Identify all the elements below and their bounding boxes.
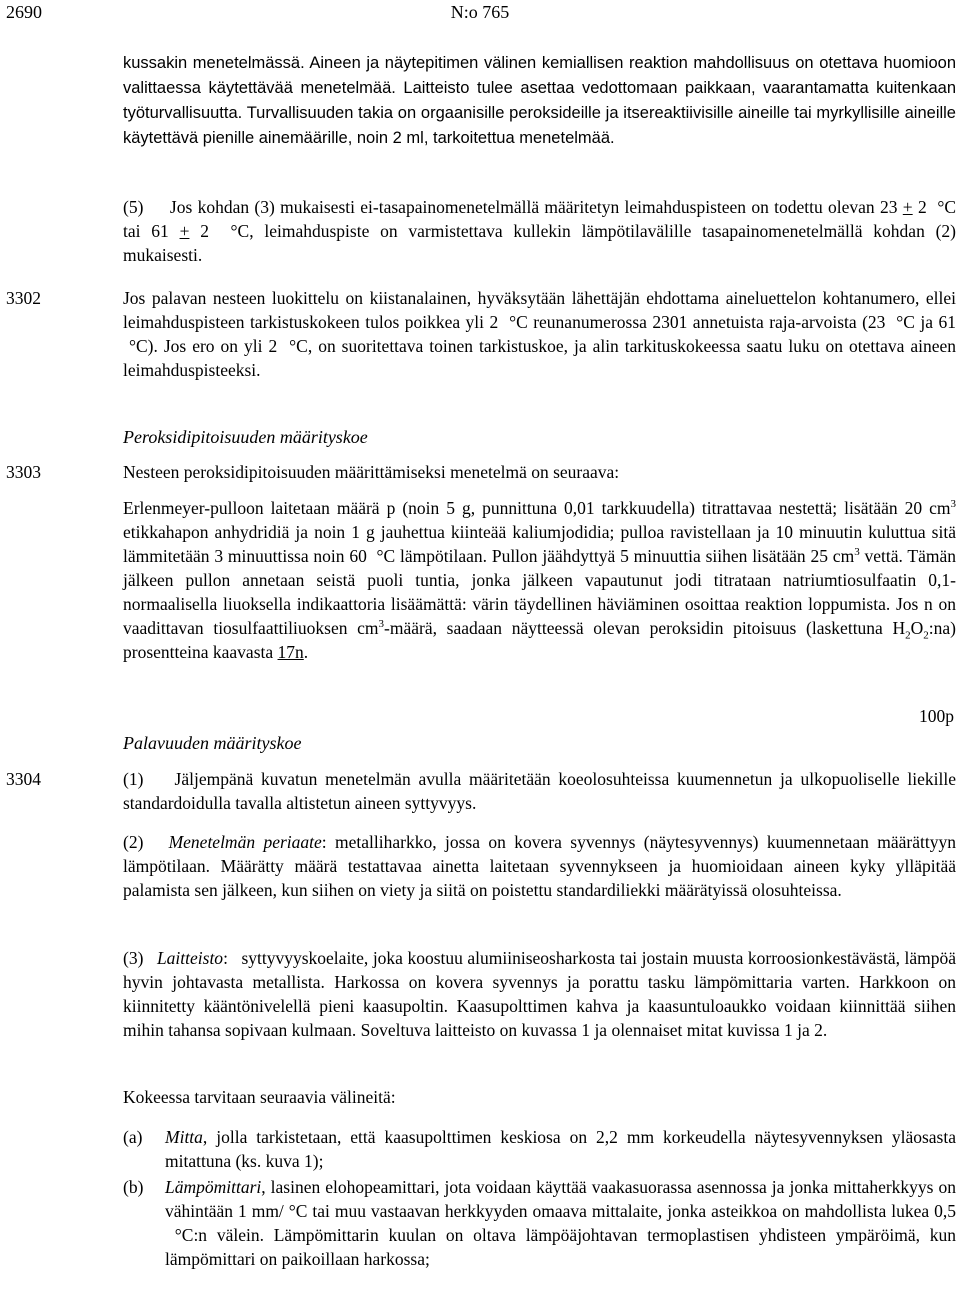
p5-text-c: 2 °C, leimahduspiste on varmistettava kullekin lämpötilavälille tasapainomenetelmällä kohdan (2) mukaisesti. bbox=[123, 221, 957, 265]
p5-text-b: 2 °C tai 61 bbox=[123, 197, 957, 241]
paragraph-3304-1: (1) Jäljempänä kuvatun menetelmän avulla määritetään koeolosuhteissa kuumennetun ja ulkopuoliselle liekille standardoidulla tavalla altistetun aineen syttyvyys. bbox=[123, 769, 956, 813]
method-text-4: -määrä, saadaan näytteessä olevan peroksidin pitoisuus (laskettuna H bbox=[384, 618, 906, 638]
method-text-6: :na) prosentteina kaavasta bbox=[123, 618, 956, 662]
margin-number-3304: 3304 bbox=[6, 769, 41, 789]
formula-numerator: 17n bbox=[277, 642, 304, 662]
p3-text: : syttyvyyskoelaite, joka koostuu alumiiniseosharkosta tai jostain muusta korroosionkestävästä, lämpöä hyvin johtavasta metallista. Harkossa on kovera syvennys ja porattu tasku lämpömittaria varten. Harkkoon on kiinnitetty kääntönivelellä pieni kaasupoltin. Kaasupolttimen kahva ja kaasuntuloaukko voidaan kiinnittää siihen mihin tahansa sopivaan kulmaan. Soveltuva laitteisto on kuvassa 1 ja olennaiset mitat kuvissa 1 ja 2. bbox=[123, 948, 957, 1040]
plus-minus-2: + bbox=[179, 221, 190, 241]
paragraph-3304-2 bbox=[123, 830, 956, 902]
p3-label: (3) bbox=[123, 948, 157, 968]
issue-number: N:o 765 bbox=[450, 2, 510, 22]
heading-peroxide: Peroksidipitoisuuden määrityskoe bbox=[123, 427, 368, 447]
intro-text-2: Turvallisuuden takia on orgaanisille peroksideille ja itsereaktiivisille aineille tai myrkyllisille aineille käytettävä pienille ainemäärille, noin 2 ml, tarkoitettua menetelmää. bbox=[123, 104, 956, 147]
superscript-3c: 3 bbox=[378, 618, 385, 631]
subscript-2a: 2 bbox=[905, 629, 911, 642]
page-number: 2690 bbox=[6, 2, 42, 22]
item-a-term: Mitta bbox=[165, 1127, 203, 1147]
method-text-7: . bbox=[303, 642, 309, 662]
paragraph-3302: Jos palavan nesteen luokittelu on kiistanalainen, hyväksytään lähettäjän ehdottama aineluettelon kohtanumero, ellei leimahduspisteen tarkistuskokeen tulos poikkea yli 2 °C reunanumerossa 2301 annetuista raja-arvoista (23 °C ja 61 °C). Jos ero on yli 2 °C, on suoritettava toinen tarkistuskoe, ja alin tarkituskokeessa saatu luku on otettava aineen leimahduspisteeksi. bbox=[123, 288, 956, 380]
p5-text-a: (5) Jos kohdan (3) mukaisesti ei-tasapainomenetelmällä määritetyn leimahduspisteen on todettu olevan 23 bbox=[123, 197, 903, 217]
list-item-b bbox=[123, 1175, 956, 1271]
paragraph-3304-3 bbox=[123, 946, 956, 1042]
formula-denominator: 100p bbox=[919, 706, 954, 726]
margin-number-3302: 3302 bbox=[6, 288, 41, 308]
item-b-term: Lämpömittari bbox=[165, 1177, 262, 1197]
item-a-text: , jolla tarkistetaan, että kaasupolttimen keskiosa on 2,2 mm korkeudella näytesyvennyksen yläosasta mitattuna (ks. kuva 1); bbox=[165, 1127, 956, 1171]
item-b-text: , lasinen elohopeamittari, jota voidaan käyttää vaakasuorassa asennossa ja jonka mittaherkkyys on vähintään 1 mm/ °C tai muu vastaavan herkkyyden omaava mittalaite, jonka asteikkoa on mahdollista lukea 0,5 °C:n välein. Lämpömittarin kuulan on oltava lämpöäjohtavan termoplastisen yhdisteen ympäröimä, kun lämpömittari on paikoillaan harkossa; bbox=[165, 1177, 956, 1269]
paragraph-3303-method bbox=[123, 496, 956, 664]
item-b-label: (b) bbox=[123, 1177, 144, 1197]
heading-flammability: Palavuuden määrityskoe bbox=[123, 733, 302, 753]
p2-label: (2) bbox=[123, 832, 169, 852]
superscript-3b: 3 bbox=[854, 546, 860, 559]
method-text-1: Erlenmeyer-pulloon laitetaan määrä p (noin 5 g, punnittuna 0,01 tarkkuudella) titrattavaa nestettä; lisätään 20 cm bbox=[123, 498, 951, 518]
intro-paragraph bbox=[123, 50, 956, 150]
item-a-label: (a) bbox=[123, 1127, 143, 1147]
superscript-3a: 3 bbox=[950, 498, 956, 511]
intro-text-1: kussakin menetelmässä. Aineen ja näytepitimen välinen kemiallisen reaktion mahdollisuus on otettava huomioon valittaessa käytettävää menetelmää. Laitteisto tulee asettaa vedottomaan paikkaan, vaarantamatta kuitenkaan työturvallisuutta. bbox=[123, 54, 956, 122]
subscript-2b: 2 bbox=[923, 629, 929, 642]
list-item-a bbox=[123, 1125, 956, 1173]
paragraph-5 bbox=[123, 195, 956, 267]
method-text-3: vettä. Tämän jälkeen pullon annetaan seistä puoli tuntia, jonka jälkeen vapautunut jodi titrataan natriumtiosulfaatin 0,1-normaalisella liuoksella indikaattoria lisäämättä: värin täydellinen häviäminen osoittaa reaktion loppumista. Jos n on vaadittavan tiosulfaattiliuoksen cm bbox=[123, 546, 956, 638]
margin-number-3303: 3303 bbox=[6, 462, 41, 482]
method-text-2: etikkahapon anhydridiä ja noin 1 g jauhettua kiinteää kaliumjodidia; pulloa ravistellaan ja 10 minuutin kuluttua sitä lämmitetään 3 minuuttissa noin 60 °C lämpötilaan. Pullon jäähdyttyä 5 minuuttia siihen lisätään 25 cm bbox=[123, 522, 956, 566]
plus-minus-1: + bbox=[902, 197, 913, 217]
p2-term: Menetelmän periaate bbox=[168, 832, 322, 852]
paragraph-3303-intro: Nesteen peroksidipitoisuuden määrittämiseksi menetelmä on seuraava: bbox=[123, 462, 620, 482]
paragraph-3304-4: Kokeessa tarvitaan seuraavia välineitä: bbox=[123, 1087, 396, 1107]
p2-text: : metalliharkko, jossa on kovera syvennys (näytesyvennys) kuumennetaan määrättyyn lämpötilaan. Määrätty määrä testattavaa ainetta laitetaan syvennykseen ja huomioidaan aineen kyky ylläpitää palamista sen jälkeen, kun siihen on viety ja siitä on poistettu standardiliekki määrätyissä olosuhteissa. bbox=[123, 832, 957, 900]
method-text-5: O bbox=[910, 618, 924, 638]
p3-term: Laitteisto bbox=[156, 948, 224, 968]
